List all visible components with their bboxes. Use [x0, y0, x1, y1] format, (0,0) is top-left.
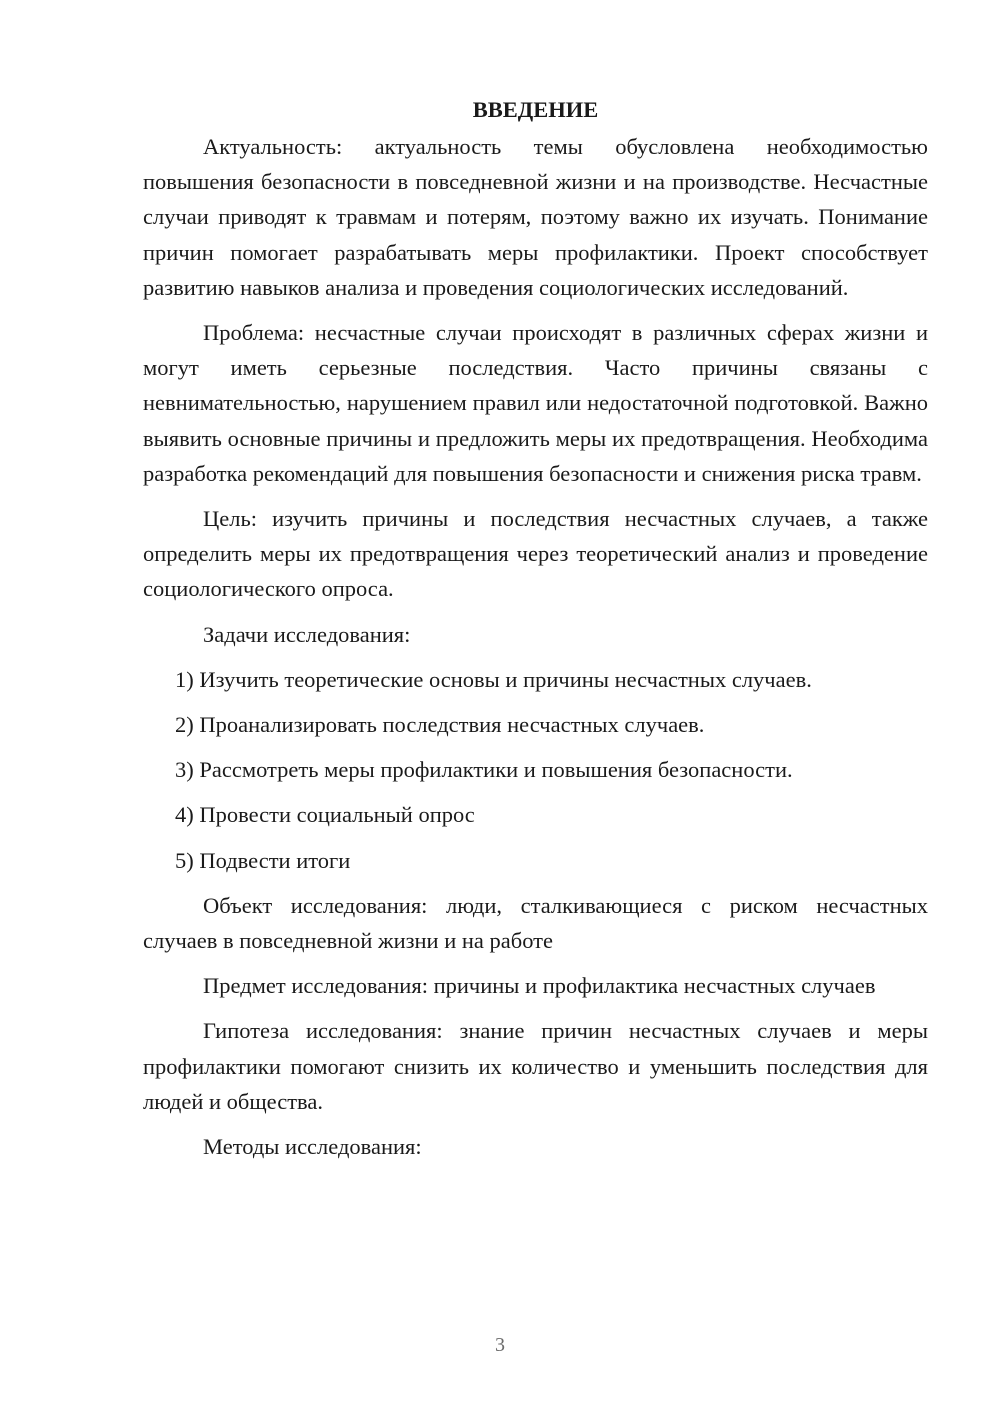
page-content — [143, 92, 928, 1174]
page-number: 3 — [495, 1334, 505, 1356]
task-item-3: 3) Рассмотреть меры профилактики и повышения безопасности. — [175, 757, 793, 783]
task-item-1: 1) Изучить теоретические основы и причины несчастных случаев. — [175, 666, 812, 692]
tasks-list — [143, 662, 928, 878]
goal-paragraph: Цель: изучить причины и последствия несчастных случаев, а также определить меры их предотвращения через теоретический анализ и проведение социологического опроса. — [143, 506, 928, 602]
object-paragraph: Объект исследования: люди, сталкивающиеся с риском несчастных случаев в повседневной жизни и на работе — [143, 892, 928, 954]
tasks-heading: Задачи исследования: — [203, 621, 411, 647]
subject-paragraph: Предмет исследования: причины и профилактика несчастных случаев — [203, 973, 876, 999]
task-item-2: 2) Проанализировать последствия несчастных случаев. — [175, 712, 705, 738]
relevance-paragraph: Актуальность: актуальность темы обусловлена необходимостью повышения безопасности в повседневной жизни и на производстве. Несчастные случаи приводят к травмам и потерям, поэтому важно их изучать. Понимание причин помогает разрабатывать меры профилактики. Проект способствует развитию навыков анализа и проведения социологических исследований. — [143, 134, 928, 300]
section-title: ВВЕДЕНИЕ — [472, 97, 599, 122]
task-item-4: 4) Провести социальный опрос — [175, 802, 475, 828]
hypothesis-paragraph: Гипотеза исследования: знание причин несчастных случаев и меры профилактики помогают снизить их количество и уменьшить последствия для людей и общества. — [143, 1018, 928, 1114]
task-item-5: 5) Подвести итоги — [175, 847, 351, 873]
methods-heading: Методы исследования: — [203, 1134, 422, 1160]
problem-paragraph: Проблема: несчастные случаи происходят в различных сферах жизни и могут иметь серьезные последствия. Часто причины связаны с невнимательностью, нарушением правил или недостаточной подготовкой. Важно выявить основные причины и предложить меры их предотвращения. Необходима разработка рекомендаций для повышения безопасности и снижения риска травм. — [143, 320, 928, 486]
